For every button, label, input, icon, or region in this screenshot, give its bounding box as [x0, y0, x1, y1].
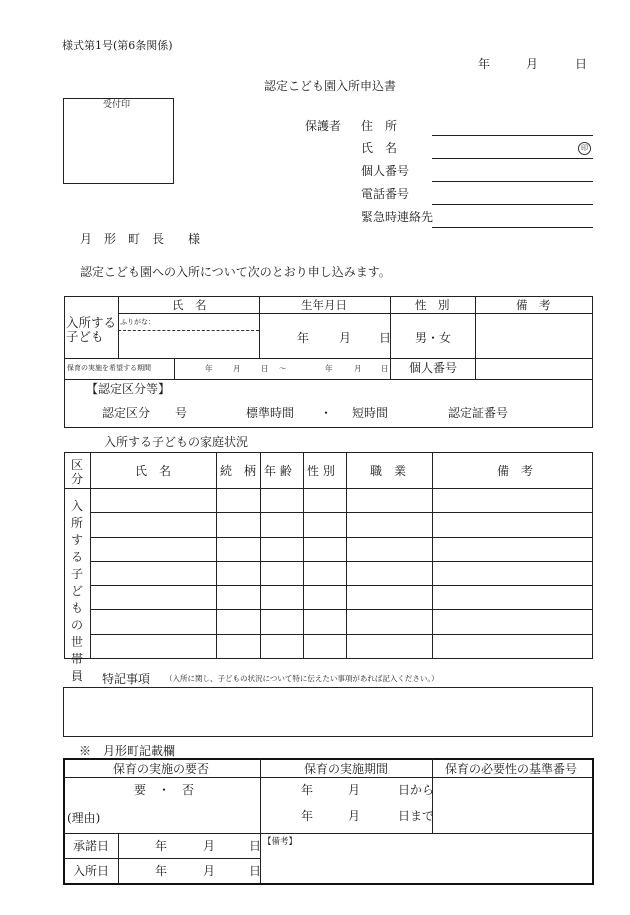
approval-day: 日 [249, 839, 262, 853]
personal-number-line[interactable] [432, 181, 593, 182]
family-job-header: 職 業 [370, 464, 407, 478]
intro-text: 認定こども園への入所について次のとおり申し込みます。 [80, 265, 391, 279]
admission-date-label: 入所日 [73, 864, 110, 878]
town-col1-header: 保育の実施の要否 [113, 762, 210, 776]
child-birth-day: 日 [379, 331, 392, 345]
family-relation-header: 続 柄 [220, 464, 257, 478]
personal-number-label: 個人番号 [361, 164, 410, 178]
child-birth-month: 月 [339, 331, 352, 345]
period-from-month: 月 [233, 364, 241, 373]
cert-number-suffix: 号 [175, 406, 188, 420]
cert-class-label: 認定区分 [102, 406, 151, 420]
period-end-year: 年 [301, 809, 314, 823]
cert-heading: 【認定区分等】 [86, 382, 171, 396]
phone-line[interactable] [432, 204, 593, 205]
standard-time-option[interactable]: 標準時間 [246, 406, 295, 420]
reason-label: (理由) [67, 811, 101, 825]
page-title: 認定こども園入所申込書 [264, 79, 397, 93]
period-end-until: 日まで [398, 809, 435, 823]
addressee: 月 形 町 長 様 [80, 232, 201, 246]
family-gender-header: 性 別 [307, 464, 335, 478]
approval-year: 年 [155, 839, 168, 853]
seal-mark: 印 [578, 142, 591, 155]
period-start-year: 年 [301, 783, 314, 797]
reception-stamp-box [63, 98, 174, 184]
town-remarks-label: 【備考】 [263, 837, 298, 847]
address-label: 住 所 [361, 119, 398, 133]
town-col3-header: 保育の必要性の基準番号 [445, 762, 578, 776]
reception-stamp-label: 受付印 [103, 100, 131, 110]
town-col2-header: 保育の実施期間 [304, 762, 389, 776]
form-number: 様式第1号(第6条関係) [62, 39, 173, 52]
child-row-label: 入所する子ども [66, 315, 117, 344]
admission-day: 日 [249, 864, 262, 878]
furigana-label: ふりがな： [120, 318, 155, 326]
child-birth-header: 生年月日 [301, 298, 347, 312]
family-title: 入所する子どもの家庭状況 [104, 435, 249, 449]
family-age-header: 年 齢 [264, 464, 292, 478]
emergency-line[interactable] [432, 227, 593, 228]
time-separator: ・ [320, 406, 333, 420]
date-day: 日 [575, 57, 588, 71]
address-line[interactable] [432, 135, 593, 136]
short-time-option[interactable]: 短時間 [352, 406, 389, 420]
approval-date-label: 承諾日 [73, 839, 110, 853]
period-to-day: 日 [381, 364, 389, 373]
period-from-year: 年 [205, 364, 213, 373]
cert-id-label: 認定証番号 [448, 406, 509, 420]
child-personal-number-label: 個人番号 [409, 361, 458, 375]
child-gender-value[interactable]: 男・女 [415, 331, 452, 345]
child-name-header: 氏 名 [172, 298, 207, 312]
phone-label: 電話番号 [361, 187, 410, 201]
child-remarks-header: 備 考 [516, 298, 551, 312]
guardian-label: 保護者 [305, 119, 342, 133]
required-options[interactable]: 要 ・ 否 [134, 783, 195, 797]
period-tilde: ～ [279, 364, 287, 373]
period-from-day: 日 [261, 364, 269, 373]
period-label: 保育の実施を希望する期間 [67, 364, 151, 372]
approval-month: 月 [203, 839, 216, 853]
name-line[interactable] [432, 158, 593, 159]
period-start-month: 月 [348, 783, 361, 797]
special-label: 特記事項 [102, 672, 151, 686]
emergency-contact-label: 緊急時連絡先 [361, 210, 434, 224]
period-to-year: 年 [325, 364, 333, 373]
date-year: 年 [478, 57, 491, 71]
family-name-header: 氏 名 [135, 464, 172, 478]
family-division-header: 区分 [70, 458, 83, 486]
period-start-from: 日から [398, 783, 435, 797]
name-label: 氏 名 [361, 141, 398, 155]
period-to-month: 月 [354, 364, 362, 373]
child-gender-header: 性 別 [415, 298, 450, 312]
special-note: （入所に関し、子どもの状況について特に伝えたい事項があれば記入ください。） [165, 674, 439, 683]
family-side-label: 入所する子どもの世帯員 [70, 499, 83, 683]
family-remarks-header: 備 考 [497, 464, 534, 478]
special-notes-box[interactable] [63, 687, 593, 737]
town-heading: ※ 月形町記載欄 [79, 744, 176, 758]
date-month: 月 [526, 57, 539, 71]
admission-month: 月 [203, 864, 216, 878]
child-birth-year: 年 [297, 331, 310, 345]
admission-year: 年 [155, 864, 168, 878]
period-end-month: 月 [348, 809, 361, 823]
